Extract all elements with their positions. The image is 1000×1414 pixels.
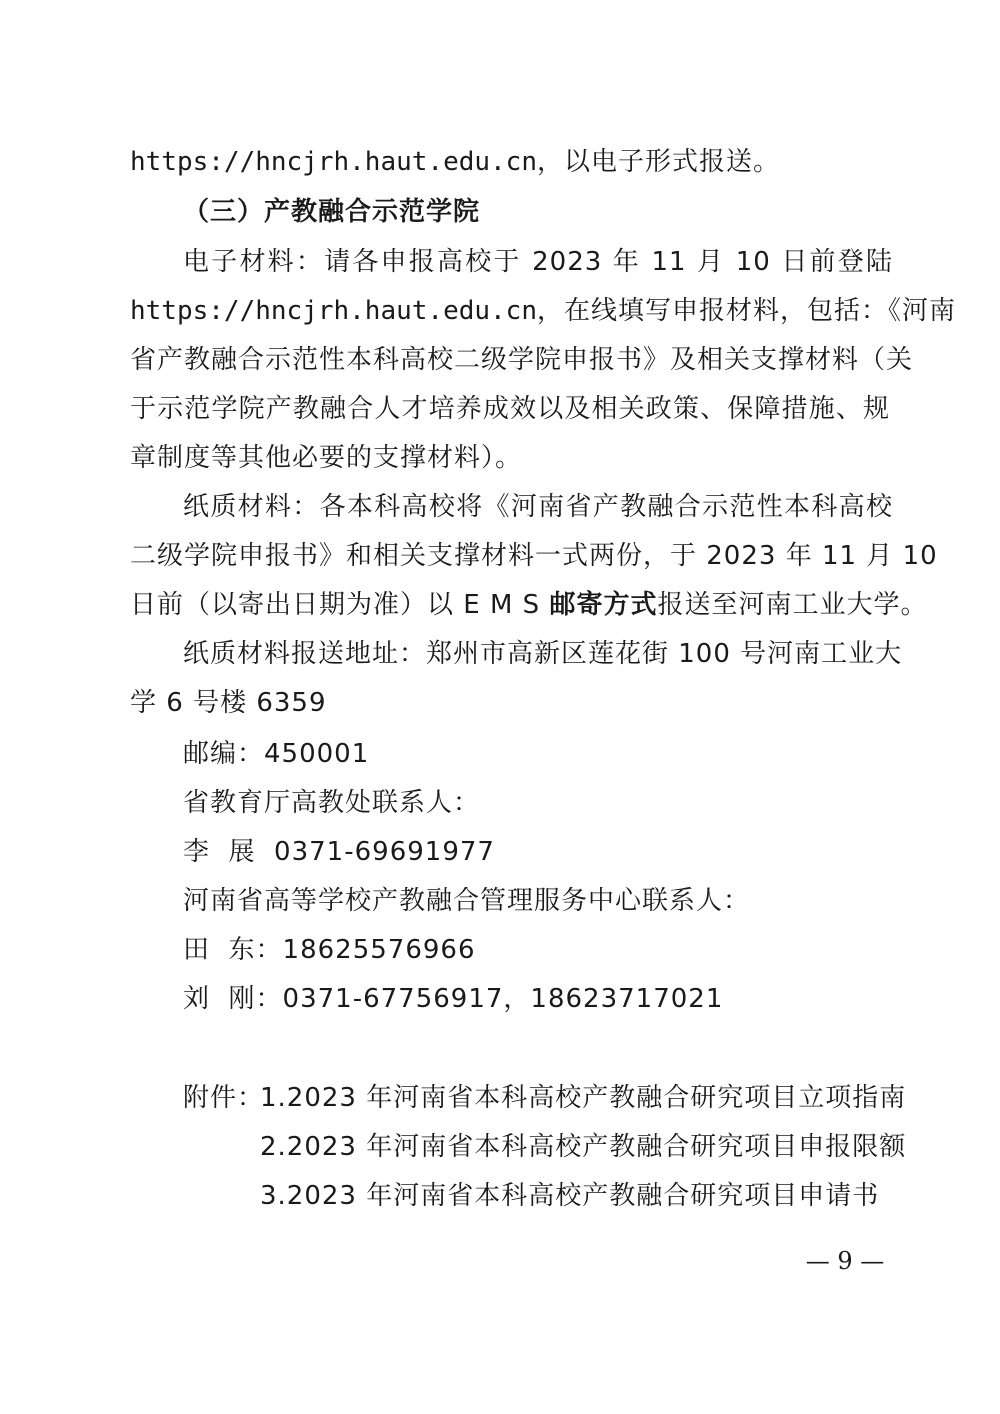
electronic-line-2-text: ，在线填写申报材料，包括：《河南 <box>537 296 957 326</box>
postcode: 邮编：450001 <box>183 739 370 769</box>
attachment-item-3: 3.2023 年河南省本科高校产教融合研究项目申请书 <box>260 1181 880 1211</box>
contact-dept-1: 省教育厅高教处联系人： <box>183 788 481 818</box>
paper-line-3-post: 报送至河南工业大学。 <box>657 590 928 620</box>
paper-line-1: 纸质材料：各本科高校将《河南省产教融合示范性本科高校 <box>183 492 893 522</box>
intro-url[interactable]: https://hncjrh.haut.edu.cn <box>130 147 537 177</box>
electronic-line-5: 章制度等其他必要的支撑材料）。 <box>130 443 523 473</box>
electronic-line-1: 电子材料：请各申报高校于 2023 年 11 月 10 日前登陆 <box>183 247 893 277</box>
electronic-line-4: 于示范学院产教融合人才培养成效以及相关政策、保障措施、规 <box>130 394 890 424</box>
paper-line-3-pre: 日前（以寄出日期为准）以 E M S <box>130 590 550 620</box>
paper-line-3-bold: 邮寄方式 <box>549 590 658 620</box>
electronic-url[interactable]: https://hncjrh.haut.edu.cn <box>130 296 537 326</box>
attachments-label: 附件： <box>183 1083 265 1113</box>
electronic-line-3: 省产教融合示范性本科高校二级学院申报书》及相关支撑材料（关 <box>130 345 914 375</box>
paper-line-2: 二级学院申报书》和相关支撑材料一式两份，于 2023 年 11 月 10 <box>130 541 938 571</box>
electronic-line-2 <box>130 294 957 328</box>
paper-line-3 <box>130 588 928 622</box>
section-heading: （三）产教融合示范学院 <box>183 197 481 227</box>
intro-text: ，以电子形式报送。 <box>537 147 781 177</box>
address-line-2: 学 6 号楼 6359 <box>130 688 327 718</box>
intro-line <box>130 145 890 179</box>
contact-person-3: 刘 刚：0371-67756917，18623717021 <box>183 984 724 1014</box>
contact-person-2: 田 东：18625576966 <box>183 935 476 965</box>
attachment-item-1: 1.2023 年河南省本科高校产教融合研究项目立项指南 <box>260 1083 907 1113</box>
page-number: — 9 — <box>805 1247 885 1275</box>
contact-dept-2: 河南省高等学校产教融合管理服务中心联系人： <box>183 886 751 916</box>
address-line-1: 纸质材料报送地址：郑州市高新区莲花街 100 号河南工业大 <box>183 639 903 669</box>
contact-person-1: 李 展 0371-69691977 <box>183 837 495 867</box>
attachment-item-2: 2.2023 年河南省本科高校产教融合研究项目申报限额 <box>260 1132 907 1162</box>
